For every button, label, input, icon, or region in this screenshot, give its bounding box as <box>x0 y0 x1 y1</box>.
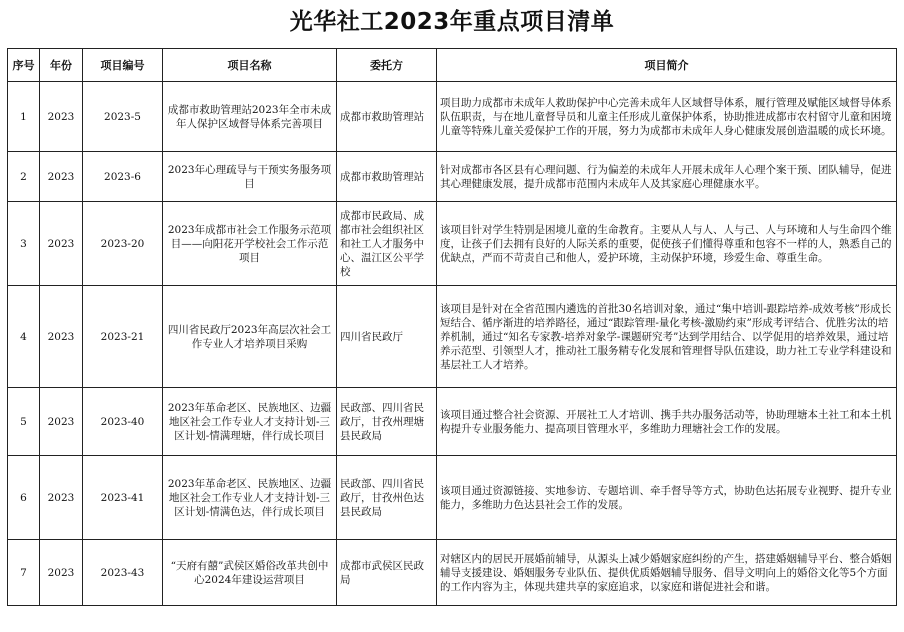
cell-code: 2023-40 <box>83 388 163 456</box>
cell-project-name: 2023年心理疏导与干预实务服务项目 <box>163 152 337 202</box>
table-row <box>8 202 897 286</box>
cell-year: 2023 <box>40 152 83 202</box>
cell-client: 民政部、四川省民政厅，甘孜州理塘县民政局 <box>337 388 437 456</box>
cell-code: 2023-6 <box>83 152 163 202</box>
cell-year: 2023 <box>40 388 83 456</box>
header-client: 委托方 <box>337 49 437 82</box>
cell-no: 2 <box>8 152 40 202</box>
table-row <box>8 540 897 606</box>
table-row <box>8 82 897 152</box>
cell-description: 该项目通过资源链接、实地参访、专题培训、牵手督导等方式，协助色达拓展专业视野、提升专业能力，多维助力色达县社会工作的发展。 <box>437 456 897 540</box>
cell-description: 针对成都市各区县有心理问题、行为偏差的未成年人开展未成年人心理个案干预、团队辅导，促进其心理健康发展，提升成都市范围内未成年人及其家庭心理健康水平。 <box>437 152 897 202</box>
cell-project-name: 2023年革命老区、民族地区、边疆地区社会工作专业人才支持计划-三区计划-情满理塘，伴行成长项目 <box>163 388 337 456</box>
project-table <box>7 48 897 606</box>
cell-project-name: 成都市救助管理站2023年全市未成年人保护区域督导体系完善项目 <box>163 82 337 152</box>
cell-year: 2023 <box>40 456 83 540</box>
cell-description: 对辖区内的居民开展婚前辅导，从源头上减少婚姻家庭纠纷的产生，搭建婚姻辅导平台、整合婚姻辅导支援建设、婚姻服务专业队伍、提供优质婚姻辅导服务、倡导文明向上的婚俗文化等5个方面的工作内容为主，体现共建共享的家庭追求，以家庭和谐促进社会和谐。 <box>437 540 897 606</box>
cell-description: 项目助力成都市未成年人救助保护中心完善未成年人区域督导体系，履行管理及赋能区域督导体系队伍职责，与在地儿童督导员和儿童主任形成儿童保护体系，协助推进成都市农村留守儿童和困境儿童等特殊儿童关爱保护工作的开展，努力为成都市未成年人身心健康发展创造温暖的成长环境。 <box>437 82 897 152</box>
table-row <box>8 152 897 202</box>
table-row <box>8 456 897 540</box>
cell-project-name: 2023年革命老区、民族地区、边疆地区社会工作专业人才支持计划-三区计划-情满色达，伴行成长项目 <box>163 456 337 540</box>
cell-no: 3 <box>8 202 40 286</box>
cell-description: 该项目是针对在全省范围内遴选的首批30名培训对象，通过“集中培训-跟踪培养-成效考核”形成长短结合、循序渐进的培养路径，通过“跟踪管理-量化考核-激励约束”形成考评结合、优胜劣汰的培养机制，通过“知名专家教-培养对象学-课题研究考”达到学用结合、以学促用的培养效果，通过培养示范型、引领型人才，推动社工服务精专化发展和管理督导队伍建设，助力社工专业学科建设和基层社工人才培养。 <box>437 286 897 388</box>
cell-no: 1 <box>8 82 40 152</box>
cell-no: 7 <box>8 540 40 606</box>
table-row <box>8 286 897 388</box>
cell-year: 2023 <box>40 540 83 606</box>
cell-client: 成都市民政局、成都市社会组织社区和社工人才服务中心、温江区公平学校 <box>337 202 437 286</box>
cell-client: 四川省民政厅 <box>337 286 437 388</box>
cell-year: 2023 <box>40 286 83 388</box>
cell-code: 2023-20 <box>83 202 163 286</box>
header-name: 项目名称 <box>163 49 337 82</box>
cell-no: 6 <box>8 456 40 540</box>
header-code: 项目编号 <box>83 49 163 82</box>
cell-description: 该项目针对学生特别是困境儿童的生命教育。主要从人与人、人与己、人与环境和人与生命四个维度，让孩子们去拥有良好的人际关系的重要，促使孩子们懂得尊重和包容不一样的人，熟悉自己的优缺点，严而不苛责自己和他人，爱护环境，主动保护环境，珍爱生命、尊重生命。 <box>437 202 897 286</box>
cell-project-name: 四川省民政厅2023年高层次社会工作专业人才培养项目采购 <box>163 286 337 388</box>
cell-project-name: 2023年成都市社会工作服务示范项目——向阳花开学校社会工作示范项目 <box>163 202 337 286</box>
cell-project-name: “天府有囍”武侯区婚俗改革共创中心2024年建设运营项目 <box>163 540 337 606</box>
cell-code: 2023-43 <box>83 540 163 606</box>
cell-no: 5 <box>8 388 40 456</box>
header-no: 序号 <box>8 49 40 82</box>
cell-year: 2023 <box>40 202 83 286</box>
cell-code: 2023-21 <box>83 286 163 388</box>
table-row <box>8 388 897 456</box>
header-year: 年份 <box>40 49 83 82</box>
cell-client: 成都市救助管理站 <box>337 82 437 152</box>
document-title: 光华社工2023年重点项目清单 <box>289 9 615 35</box>
cell-client: 成都市救助管理站 <box>337 152 437 202</box>
cell-no: 4 <box>8 286 40 388</box>
cell-year: 2023 <box>40 82 83 152</box>
cell-code: 2023-5 <box>83 82 163 152</box>
table-header-row <box>8 49 897 82</box>
cell-description: 该项目通过整合社会资源、开展社工人才培训、携手共办服务活动等，协助理塘本土社工和本土机构提升专业服务能力、提高项目管理水平，多维助力理塘社会工作的发展。 <box>437 388 897 456</box>
header-desc: 项目简介 <box>437 49 897 82</box>
cell-code: 2023-41 <box>83 456 163 540</box>
cell-client: 成都市武侯区民政局 <box>337 540 437 606</box>
cell-client: 民政部、四川省民政厅，甘孜州色达县民政局 <box>337 456 437 540</box>
